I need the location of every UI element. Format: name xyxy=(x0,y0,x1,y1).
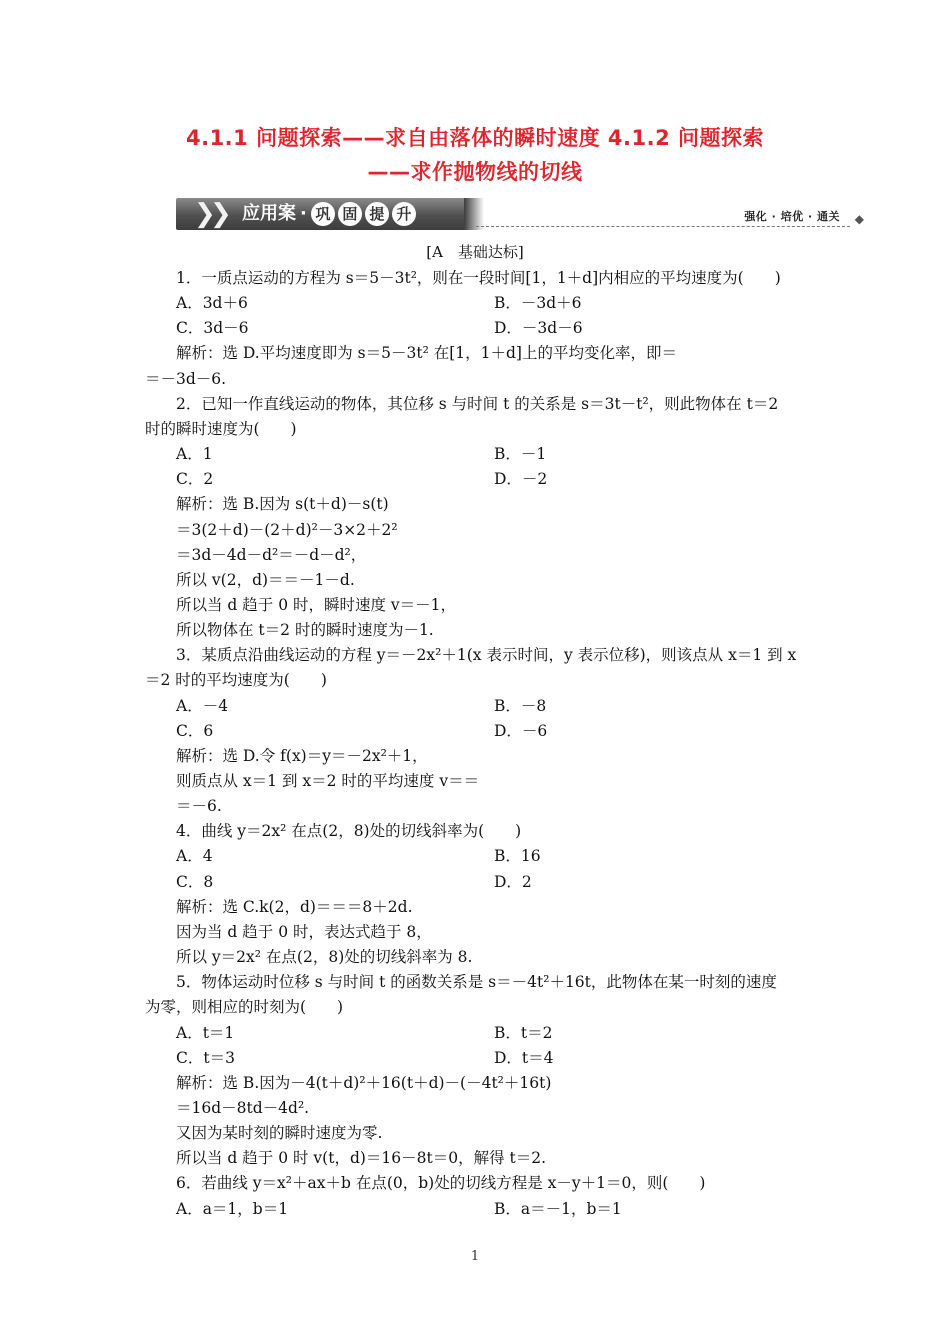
text-line: 所以当 d 趋于 0 时 v(t，d)＝16－8t＝0，解得 t＝2. xyxy=(176,1149,547,1167)
option-right: B．16 xyxy=(494,847,541,865)
option-right: D．－2 xyxy=(494,470,548,488)
text-line-continued: ＝2 时的平均速度为( ) xyxy=(145,671,327,689)
option-right: D．－3d－6 xyxy=(494,319,583,337)
text-line: 所以当 d 趋于 0 时，瞬时速度 v＝－1， xyxy=(176,596,457,614)
text-line: 解析：选 D.令 f(x)＝y＝－2x²＋1， xyxy=(176,747,428,765)
option-left: C．2 xyxy=(176,470,214,488)
banner-dot: · xyxy=(300,203,307,224)
option-left: C．8 xyxy=(176,873,214,891)
text-line: 1．一质点运动的方程为 s＝5－3t²，则在一段时间[1，1＋d]内相应的平均速度为( ) xyxy=(176,269,781,287)
text-line: 6．若曲线 y＝x²＋ax＋b 在点(0，b)处的切线方程是 x－y＋1＝0，则( ) xyxy=(176,1174,706,1192)
text-line-continued: 时的瞬时速度为( ) xyxy=(145,420,297,438)
option-right: B．－3d＋6 xyxy=(494,294,582,312)
option-left: C．6 xyxy=(176,722,214,740)
text-line: ＝－6. xyxy=(176,797,222,815)
banner-divider xyxy=(476,226,850,227)
option-left: A．3d＋6 xyxy=(176,294,248,312)
banner-label: 应用案 xyxy=(242,203,296,224)
text-line: ＝3d－4d－d²＝－d－d²， xyxy=(176,546,367,564)
option-left: A．－4 xyxy=(176,697,229,715)
banner-char: 固 xyxy=(338,202,362,226)
text-line-continued: 为零，则相应的时刻为( ) xyxy=(145,998,344,1016)
text-line: ＝3(2＋d)－(2＋d)²－3×2＋2² xyxy=(176,521,398,539)
option-right: D．－6 xyxy=(494,722,548,740)
text-line: 则质点从 x＝1 到 x＝2 时的平均速度 v＝＝ xyxy=(176,772,480,790)
option-right: D．t＝4 xyxy=(494,1049,554,1067)
page-title-line1: 4.1.1 问题探索——求自由落体的瞬时速度 4.1.2 问题探索 xyxy=(185,126,764,150)
text-line: 4．曲线 y＝2x² 在点(2，8)处的切线斜率为( ) xyxy=(176,822,522,840)
chevron-right-icon: ❯ xyxy=(194,199,216,229)
banner-char: 提 xyxy=(365,202,389,226)
text-line: 又因为某时刻的瞬时速度为零. xyxy=(176,1124,383,1142)
text-line: 解析：选 B.因为－4(t＋d)²＋16(t＋d)－(－4t²＋16t) xyxy=(176,1074,552,1092)
banner-tagline: 强化 · 培优 · 通关 xyxy=(744,210,840,223)
text-line: 3．某质点沿曲线运动的方程 y＝－2x²＋1(x 表示时间，y 表示位移)，则该点从 x＝1 到 x xyxy=(176,646,797,664)
text-line: 5．物体运动时位移 s 与时间 t 的函数关系是 s＝－4t²＋16t，此物体在某一时刻的速度 xyxy=(176,973,777,991)
section-heading: [A 基础达标] xyxy=(426,243,524,261)
option-right: B．－1 xyxy=(494,445,547,463)
option-left: A．a＝1，b＝1 xyxy=(176,1200,289,1218)
text-line: 因为当 d 趋于 0 时，表达式趋于 8， xyxy=(176,923,432,941)
page-title-line2: ——求作抛物线的切线 xyxy=(367,160,583,184)
option-left: A．1 xyxy=(176,445,213,463)
option-left: C．3d－6 xyxy=(176,319,249,337)
text-line-continued: ＝－3d－6. xyxy=(145,370,227,388)
text-line: 解析：选 B.因为 s(t＋d)－s(t) xyxy=(176,495,389,513)
option-left: A．t＝1 xyxy=(176,1024,235,1042)
text-line: 所以物体在 t＝2 时的瞬时速度为－1. xyxy=(176,621,434,639)
text-line: 解析：选 D.平均速度即为 s＝5－3t² 在[1，1＋d]上的平均变化率，即＝ xyxy=(176,344,677,362)
diamond-icon: ◆ xyxy=(854,212,864,226)
chevron-right-icon: ❯ xyxy=(210,199,232,229)
option-right: B．t＝2 xyxy=(494,1024,553,1042)
banner-char: 巩 xyxy=(311,202,335,226)
section-banner xyxy=(176,198,866,230)
page-number: 1 xyxy=(470,1249,480,1264)
banner-char: 升 xyxy=(392,202,416,226)
option-right: B．－8 xyxy=(494,697,547,715)
option-right: D．2 xyxy=(494,873,532,891)
text-line: 2．已知一作直线运动的物体，其位移 s 与时间 t 的关系是 s＝3t－t²，则此物体在 t＝2 xyxy=(176,395,779,413)
text-line: 所以 y＝2x² 在点(2，8)处的切线斜率为 8. xyxy=(176,948,473,966)
text-line: 解析：选 C.k(2，d)＝＝＝8＋2d. xyxy=(176,898,413,916)
option-left: C．t＝3 xyxy=(176,1049,235,1067)
text-line: ＝16d－8td－4d². xyxy=(176,1099,310,1117)
option-left: A．4 xyxy=(176,847,213,865)
text-line: 所以 v(2，d)＝＝－1－d. xyxy=(176,571,355,589)
option-right: B．a＝－1，b＝1 xyxy=(494,1200,622,1218)
